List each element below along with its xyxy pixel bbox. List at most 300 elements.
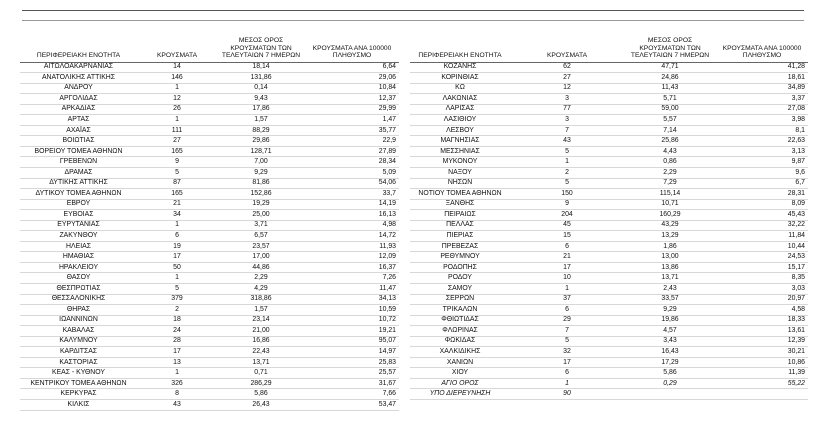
table-row [410,157,808,168]
col-header-avg7: ΜΕΣΟΣ ΟΡΟΣ ΚΡΟΥΣΜΑΤΩΝ ΤΩΝ ΤΕΛΕΥΤΑΙΩΝ 7 ΗΜΕΡΩΝ [624,29,716,62]
avg7-cell: 5,86 [624,368,716,379]
avg7-cell: 13,71 [217,357,305,368]
per100k-cell: 45,43 [716,210,808,221]
region-cell: ΕΒΡΟΥ [20,199,137,210]
avg7-cell: 3,71 [217,220,305,231]
avg7-cell: 9,43 [217,94,305,105]
table-row [410,378,808,389]
avg7-cell: 152,86 [217,189,305,200]
cases-cell: 14 [137,62,217,73]
avg7-cell: 18,14 [217,62,305,73]
header-rule [22,20,804,21]
table-row [20,336,399,347]
table-row [410,146,808,157]
cases-cell: 12 [510,83,624,94]
avg7-cell: 9,29 [217,167,305,178]
table-row [20,241,399,252]
cases-cell: 29 [510,315,624,326]
cases-cell: 1 [137,83,217,94]
region-cell: ΘΑΣΟΥ [20,273,137,284]
per100k-cell: 27,89 [305,146,399,157]
cases-cell: 5 [137,167,217,178]
per100k-cell: 54,06 [305,178,399,189]
avg7-cell: 0,86 [624,157,716,168]
table-row [20,347,399,358]
per100k-cell: 22,9 [305,136,399,147]
col-header-per100k: ΚΡΟΥΣΜΑΤΑ ΑΝΑ 100000 ΠΛΗΘΥΣΜΟ [716,29,808,62]
cases-cell: 165 [137,146,217,157]
table-row [410,167,808,178]
region-cell: ΑΙΤΩΛΟΑΚΑΡΝΑΝΙΑΣ [20,62,137,73]
cases-cell: 21 [137,199,217,210]
region-cell: ΑΡΓΟΛΙΔΑΣ [20,94,137,105]
avg7-cell: 2,43 [624,283,716,294]
per100k-cell: 14,72 [305,231,399,242]
cases-cell: 87 [137,178,217,189]
per100k-cell: 29,06 [305,73,399,84]
avg7-cell [624,389,716,400]
region-cell: ΜΕΣΣΗΝΙΑΣ [410,146,510,157]
region-cell: ΚΑΡΔΙΤΣΑΣ [20,347,137,358]
cases-cell: 5 [510,336,624,347]
per100k-cell: 20,97 [716,294,808,305]
table-row [20,400,399,411]
cases-cell: 19 [137,241,217,252]
table-row [410,357,808,368]
table-row [410,220,808,231]
region-cell: ΑΝΔΡΟΥ [20,83,137,94]
per100k-cell: 10,44 [716,241,808,252]
avg7-cell: 13,00 [624,252,716,263]
region-cell: ΑΡΚΑΔΙΑΣ [20,104,137,115]
per100k-cell: 12,37 [305,94,399,105]
avg7-cell: 11,43 [624,83,716,94]
region-cell: ΚΟΡΙΝΘΙΑΣ [410,73,510,84]
col-header-avg7: ΜΕΣΟΣ ΟΡΟΣ ΚΡΟΥΣΜΑΤΩΝ ΤΩΝ ΤΕΛΕΥΤΑΙΩΝ 7 ΗΜΕΡΩΝ [217,29,305,62]
table-row [410,305,808,316]
col-header-region: ΠΕΡΙΦΕΡΕΙΑΚΗ ΕΝΟΤΗΤΑ [410,29,510,62]
avg7-cell: 4,43 [624,146,716,157]
region-cell: ΛΑΚΩΝΙΑΣ [410,94,510,105]
region-cell: ΤΡΙΚΑΛΩΝ [410,305,510,316]
table-row [20,305,399,316]
region-cell: ΓΡΕΒΕΝΩΝ [20,157,137,168]
cases-table-right [410,29,808,400]
per100k-cell: 11,84 [716,231,808,242]
avg7-cell: 1,57 [217,115,305,126]
per100k-cell: 27,08 [716,104,808,115]
table-row [410,94,808,105]
avg7-cell: 128,71 [217,146,305,157]
region-cell: ΙΩΑΝΝΙΝΩΝ [20,315,137,326]
avg7-cell: 13,71 [624,273,716,284]
col-header-cases: ΚΡΟΥΣΜΑΤΑ [137,29,217,62]
table-row [20,104,399,115]
per100k-cell: 14,97 [305,347,399,358]
avg7-cell: 7,14 [624,125,716,136]
region-cell: ΝΑΞΟΥ [410,167,510,178]
per100k-cell: 8,1 [716,125,808,136]
per100k-cell: 15,17 [716,262,808,273]
table-row [20,315,399,326]
cases-cell: 6 [510,241,624,252]
table-row [410,336,808,347]
table-row [20,136,399,147]
avg7-cell: 26,43 [217,400,305,411]
per100k-cell: 10,86 [716,357,808,368]
table-row [20,357,399,368]
cases-cell: 50 [137,262,217,273]
region-cell: ΔΥΤΙΚΟΥ ΤΟΜΕΑ ΑΘΗΝΩΝ [20,189,137,200]
region-cell: ΛΕΣΒΟΥ [410,125,510,136]
avg7-cell: 318,86 [217,294,305,305]
avg7-cell: 5,86 [217,389,305,400]
avg7-cell: 16,86 [217,336,305,347]
col-header-region: ΠΕΡΙΦΕΡΕΙΑΚΗ ΕΝΟΤΗΤΑ [20,29,137,62]
cases-cell: 18 [137,315,217,326]
cases-cell: 12 [137,94,217,105]
table-row [20,157,399,168]
region-cell: ΚΟΖΑΝΗΣ [410,62,510,73]
cases-cell: 34 [137,210,217,221]
cases-cell: 7 [510,125,624,136]
region-cell: ΚΕΡΚΥΡΑΣ [20,389,137,400]
per100k-cell: 11,39 [716,368,808,379]
per100k-cell: 8,09 [716,199,808,210]
table-row [410,178,808,189]
region-cell: ΚΕΑΣ - ΚΥΘΝΟΥ [20,368,137,379]
avg7-cell: 4,29 [217,283,305,294]
table-row [410,252,808,263]
per100k-cell: 11,47 [305,283,399,294]
region-cell: ΚΕΝΤΡΙΚΟΥ ΤΟΜΕΑ ΑΘΗΝΩΝ [20,378,137,389]
table-row [20,273,399,284]
per100k-cell: 14,19 [305,199,399,210]
table-row [410,73,808,84]
per100k-cell: 10,72 [305,315,399,326]
cases-cell: 6 [137,231,217,242]
table-row [20,167,399,178]
region-cell: ΛΑΣΙΘΙΟΥ [410,115,510,126]
table-row [410,210,808,221]
region-cell: ΗΛΕΙΑΣ [20,241,137,252]
region-cell: ΘΕΣΣΑΛΟΝΙΚΗΣ [20,294,137,305]
per100k-cell: 12,09 [305,252,399,263]
per100k-cell: 3,98 [716,115,808,126]
per100k-cell: 22,63 [716,136,808,147]
table-row [20,199,399,210]
avg7-cell: 17,86 [217,104,305,115]
cases-cell: 62 [510,62,624,73]
avg7-cell: 33,57 [624,294,716,305]
region-cell: ΠΙΕΡΙΑΣ [410,231,510,242]
cases-cell: 27 [510,73,624,84]
avg7-cell: 17,29 [624,357,716,368]
cases-cell: 1 [137,220,217,231]
per100k-cell: 10,84 [305,83,399,94]
region-cell: ΜΥΚΟΝΟΥ [410,157,510,168]
cases-cell: 165 [137,189,217,200]
cases-cell: 5 [137,283,217,294]
region-cell: ΖΑΚΥΝΘΟΥ [20,231,137,242]
cases-cell: 32 [510,347,624,358]
table-row [20,378,399,389]
region-cell: ΥΠΟ ΔΙΕΡΕΥΝΗΣΗ [410,389,510,400]
per100k-cell: 95,07 [305,336,399,347]
table-row [410,315,808,326]
table-row [20,283,399,294]
region-cell: ΣΕΡΡΩΝ [410,294,510,305]
per100k-cell: 31,67 [305,378,399,389]
per100k-cell: 19,21 [305,326,399,337]
table-row [20,94,399,105]
cases-cell: 28 [137,336,217,347]
avg7-cell: 81,86 [217,178,305,189]
table-row [20,252,399,263]
per100k-cell: 3,37 [716,94,808,105]
per100k-cell: 9,87 [716,157,808,168]
per100k-cell: 18,33 [716,315,808,326]
region-cell: ΣΑΜΟΥ [410,283,510,294]
cases-cell: 17 [137,252,217,263]
region-cell: ΔΡΑΜΑΣ [20,167,137,178]
table-row [20,62,399,73]
table-row [20,389,399,400]
cases-cell: 43 [137,400,217,411]
per100k-cell: 16,13 [305,210,399,221]
region-cell: ΗΡΑΚΛΕΙΟΥ [20,262,137,273]
cases-cell: 17 [137,347,217,358]
region-cell: ΑΧΑΪΑΣ [20,125,137,136]
top-rule [22,10,804,11]
region-cell: ΡΟΔΟΠΗΣ [410,262,510,273]
per100k-cell: 30,21 [716,347,808,358]
table-row [20,189,399,200]
cases-cell: 1 [137,115,217,126]
avg7-cell: 13,29 [624,231,716,242]
region-cell: ΡΟΔΟΥ [410,273,510,284]
per100k-cell: 4,58 [716,305,808,316]
cases-cell: 150 [510,189,624,200]
per100k-cell: 34,13 [305,294,399,305]
region-cell: ΝΗΣΩΝ [410,178,510,189]
cases-cell: 146 [137,73,217,84]
cases-cell: 43 [510,136,624,147]
per100k-cell: 10,59 [305,305,399,316]
region-cell: ΦΛΩΡΙΝΑΣ [410,326,510,337]
region-cell: ΝΟΤΙΟΥ ΤΟΜΕΑ ΑΘΗΝΩΝ [410,189,510,200]
region-cell: ΑΡΤΑΣ [20,115,137,126]
table-row [20,83,399,94]
avg7-cell: 47,71 [624,62,716,73]
per100k-cell: 5,09 [305,167,399,178]
cases-cell: 8 [137,389,217,400]
table-row [410,294,808,305]
cases-cell: 1 [510,283,624,294]
cases-cell: 326 [137,378,217,389]
cases-cell: 77 [510,104,624,115]
cases-cell: 379 [137,294,217,305]
per100k-cell: 34,89 [716,83,808,94]
avg7-cell: 0,14 [217,83,305,94]
cases-cell: 1 [137,273,217,284]
table-row [410,189,808,200]
region-cell: ΠΡΕΒΕΖΑΣ [410,241,510,252]
cases-cell: 3 [510,94,624,105]
avg7-cell: 10,71 [624,199,716,210]
avg7-cell: 22,43 [217,347,305,358]
table-row [410,62,808,73]
cases-cell: 45 [510,220,624,231]
per100k-cell: 12,39 [716,336,808,347]
avg7-cell: 2,29 [217,273,305,284]
avg7-cell: 115,14 [624,189,716,200]
avg7-cell: 1,57 [217,305,305,316]
cases-cell: 9 [137,157,217,168]
per100k-cell: 1,47 [305,115,399,126]
table-row [410,262,808,273]
per100k-cell: 29,99 [305,104,399,115]
region-cell: ΜΑΓΝΗΣΙΑΣ [410,136,510,147]
table-row [410,104,808,115]
table-row [410,273,808,284]
table-row [20,294,399,305]
per100k-cell: 7,66 [305,389,399,400]
avg7-cell: 21,00 [217,326,305,337]
avg7-cell: 7,29 [624,178,716,189]
cases-cell: 6 [510,305,624,316]
avg7-cell: 1,86 [624,241,716,252]
table-row [20,220,399,231]
table-row [410,231,808,242]
cases-table-left [20,29,399,411]
cases-cell: 3 [510,115,624,126]
table-row [410,83,808,94]
table-row [20,210,399,221]
table-row [20,178,399,189]
region-cell: ΕΥΡΥΤΑΝΙΑΣ [20,220,137,231]
avg7-cell: 23,57 [217,241,305,252]
cases-cell: 26 [137,104,217,115]
per100k-cell: 55,22 [716,378,808,389]
per100k-cell: 35,77 [305,125,399,136]
cases-cell: 1 [137,368,217,379]
table-row [20,262,399,273]
per100k-cell: 18,61 [716,73,808,84]
cases-cell: 204 [510,210,624,221]
table-row [410,326,808,337]
region-cell: ΚΑΒΑΛΑΣ [20,326,137,337]
per100k-cell: 28,34 [305,157,399,168]
region-cell: ΑΝΑΤΟΛΙΚΗΣ ΑΤΤΙΚΗΣ [20,73,137,84]
avg7-cell: 9,29 [624,305,716,316]
per100k-cell: 24,53 [716,252,808,263]
avg7-cell: 5,71 [624,94,716,105]
avg7-cell: 24,86 [624,73,716,84]
cases-cell: 6 [510,368,624,379]
per100k-cell: 8,35 [716,273,808,284]
per100k-cell: 4,98 [305,220,399,231]
cases-cell: 9 [510,199,624,210]
col-header-cases: ΚΡΟΥΣΜΑΤΑ [510,29,624,62]
table-row [410,125,808,136]
avg7-cell: 6,57 [217,231,305,242]
table-row [20,326,399,337]
avg7-cell: 17,00 [217,252,305,263]
region-cell: ΚΑΣΤΟΡΙΑΣ [20,357,137,368]
region-cell: ΑΓΙΟ ΟΡΟΣ [410,378,510,389]
region-cell: ΞΑΝΘΗΣ [410,199,510,210]
avg7-cell: 4,57 [624,326,716,337]
cases-cell: 2 [137,305,217,316]
region-cell: ΚΩ [410,83,510,94]
table-row [410,389,808,400]
region-cell: ΚΙΛΚΙΣ [20,400,137,411]
per100k-cell: 3,13 [716,146,808,157]
per100k-cell: 16,37 [305,262,399,273]
table-row [20,368,399,379]
per100k-cell: 3,03 [716,283,808,294]
region-cell: ΦΘΙΩΤΙΔΑΣ [410,315,510,326]
cases-cell: 5 [510,178,624,189]
table-row [20,125,399,136]
avg7-cell: 13,86 [624,262,716,273]
region-cell: ΒΟΡΕΙΟΥ ΤΟΜΕΑ ΑΘΗΝΩΝ [20,146,137,157]
avg7-cell: 7,00 [217,157,305,168]
per100k-cell: 7,26 [305,273,399,284]
cases-cell: 1 [510,157,624,168]
per100k-cell: 25,57 [305,368,399,379]
table-row [410,199,808,210]
table-row [410,136,808,147]
per100k-cell: 32,22 [716,220,808,231]
region-cell: ΡΕΘΥΜΝΟΥ [410,252,510,263]
avg7-cell: 160,29 [624,210,716,221]
table-row [20,146,399,157]
avg7-cell: 88,29 [217,125,305,136]
region-cell: ΚΑΛΥΜΝΟΥ [20,336,137,347]
cases-cell: 15 [510,231,624,242]
table-row [20,115,399,126]
table-row [410,368,808,379]
per100k-cell: 28,31 [716,189,808,200]
region-cell: ΠΕΙΡΑΙΩΣ [410,210,510,221]
cases-cell: 111 [137,125,217,136]
region-cell: ΒΟΙΩΤΙΑΣ [20,136,137,147]
avg7-cell: 29,86 [217,136,305,147]
region-cell: ΧΙΟΥ [410,368,510,379]
cases-cell: 90 [510,389,624,400]
avg7-cell: 44,86 [217,262,305,273]
per100k-cell: 11,93 [305,241,399,252]
cases-cell: 1 [510,378,624,389]
cases-cell: 24 [137,326,217,337]
cases-cell: 27 [137,136,217,147]
table-row [410,283,808,294]
per100k-cell: 13,61 [716,326,808,337]
region-cell: ΠΕΛΛΑΣ [410,220,510,231]
per100k-cell: 33,7 [305,189,399,200]
avg7-cell: 19,29 [217,199,305,210]
avg7-cell: 0,29 [624,378,716,389]
avg7-cell: 16,43 [624,347,716,358]
per100k-cell: 6,64 [305,62,399,73]
avg7-cell: 5,57 [624,115,716,126]
region-cell: ΔΥΤΙΚΗΣ ΑΤΤΙΚΗΣ [20,178,137,189]
region-cell: ΘΕΣΠΡΩΤΙΑΣ [20,283,137,294]
col-header-per100k: ΚΡΟΥΣΜΑΤΑ ΑΝΑ 100000 ΠΛΗΘΥΣΜΟ [305,29,399,62]
cases-cell: 17 [510,357,624,368]
